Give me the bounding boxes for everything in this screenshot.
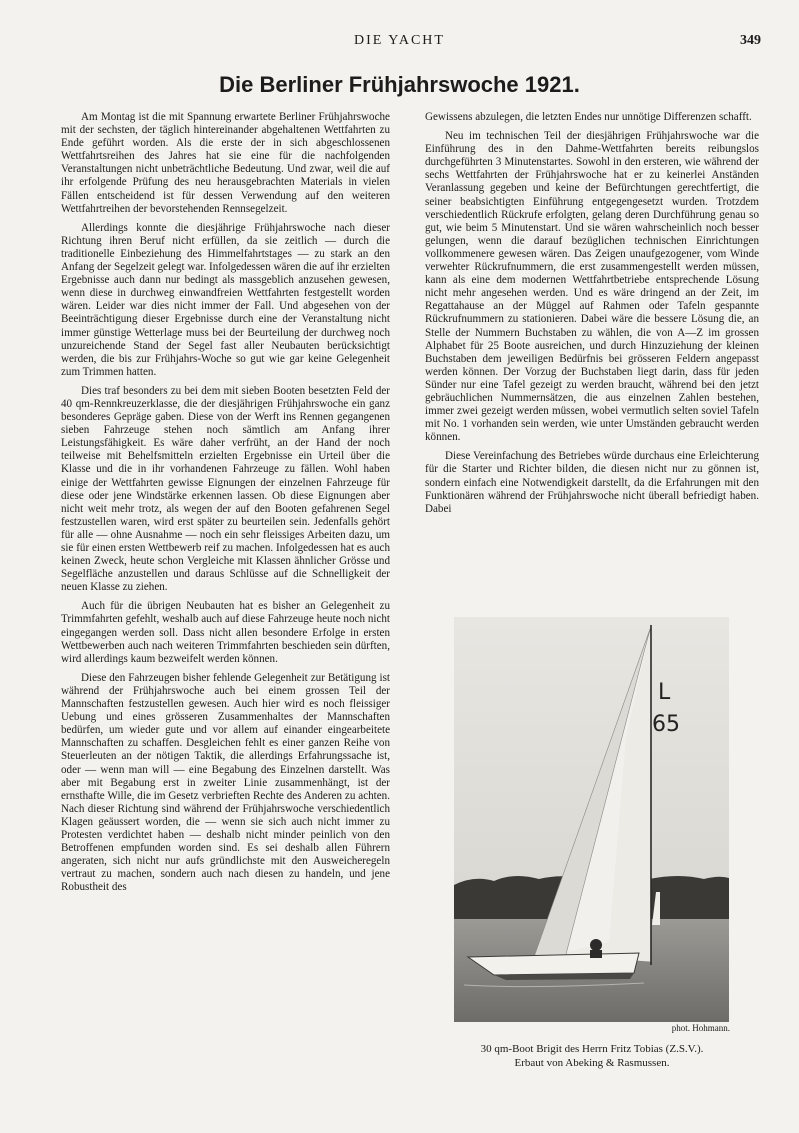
sail-number: 65 <box>652 712 680 737</box>
sailboat-illustration <box>454 617 729 1022</box>
caption-line: Erbaut von Abeking & Rasmussen. <box>514 1057 670 1069</box>
sailboat-photo <box>454 617 729 1022</box>
photo-credit: phot. Hohmann. <box>671 1023 730 1033</box>
article-title: Die Berliner Frühjahrswoche 1921. <box>219 72 580 97</box>
paragraph: Diese Vereinfachung des Betriebes würde durchaus eine Erleichterung für die Starter und Richter bilden, die diesen nicht nur zu gönnen ist, sondern einfach eine Notwendigkeit darstellt, da die Erfahrungen mit den Funktionären während der Frühjahrswoche nicht überall befriedigt haben. Dabei <box>425 450 759 515</box>
paragraph: Allerdings konnte die diesjährige Frühjahrswoche nach dieser Richtung ihren Beruf nicht erfüllen, da sie zeitlich — durch die traditionelle Einbeziehung des Himmelfahrtstages — zu stark an den Anfang der Segelzeit gelegt war. Infolgedessen wären die auf ihr erzielten Ergebnisse auch dann nur bedingt als massgeblich anzusehen gewesen, wenn diese in durchweg einwandfreien Wettfahrten festgestellt worden wären. Leider war dies nicht immer der Fall. Und abgesehen von der Beeinträchtigung dieser Ergebnisse durch eine der Veranstaltung nicht immer günstige Wetterlage muss bei der Beurteilung der durchweg noch unzureichende Stand der Segel fast aller Neubauten berücksichtigt werden, die bis zur Frühjahrs-Woche so gut wie gar keine Gelegenheit zum Trimmen hatten. <box>61 221 390 378</box>
crew-member <box>590 939 602 951</box>
figure-caption <box>425 1042 759 1070</box>
paragraph: Auch für die übrigen Neubauten hat es bisher an Gelegenheit zu Trimmfahrten gefehlt, weshalb auch auf diese Fahrzeuge heute noch nicht eingegangen werden soll. Dass nicht allen besondere Erfolge in ersten Wettbewerben auch nach weiteren Trimmfahrten beschieden sein dürften, wird allerdings kaum bezweifelt werden können. <box>61 600 390 665</box>
paragraph: Am Montag ist die mit Spannung erwartete Berliner Frühjahrswoche mit der sechsten, der täglich hintereinander abgehaltenen Wettfahrten zu Ende geführt worden. Als die erste der in sich abgeschlossenen Wettfahrtsreihen des Jahres hat sie eine für die nachfolgenden Veranstaltungen nicht unbeträchtliche Bedeutung. Und zwar, weil die auf ihr erfolgende Prüfung des neu herausgebrachten Materials in vielen Fällen entscheidend ist für dessen Verwendung auf den weiteren Wettfahrtreihen der bevorstehenden Rennsegelzeit. <box>61 111 390 215</box>
caption-line: 30 qm-Boot Brigit des Herrn Fritz Tobias (Z.S.V.). <box>480 1043 704 1055</box>
paragraph: Neu im technischen Teil der diesjährigen Frühjahrswoche war die Einführung des in den Dahme-Wettfahrten bereits reibungslos durchgeführten 3 Minutenstartes. Sowohl in den ersteren, wie während der sechs Wettfahrten der Frühjahrswoche hat er zu keinerlei Anständen Veranlassung gegeben und keine der Befürchtungen gerechtfertigt, die seiner beabsichtigten Einführung entgegengesetzt wurden. Trotzdem verschiedentlich Rückrufe erfolgten, gelang deren Durchführung genau so gut, wie beim 5 Minutenstart. Und sie wären wahrscheinlich noch besser gelungen, wenn die darauf bezüglichen technischen Einrichtungen vollkommenere gewesen wären. Das Zeigen unaufgezogener, vom Winde verwehter Rückrufnummern, die erst zusammengestellt werden müssen, kann als eine dem modernen Wettfahrtbetriebe entsprechende Lösung nicht mehr angesehen werden. Und es wäre dringend an der Zeit, im Regattahause an der Müggel auf Rahmen oder Tafeln gespannte Rückrufnummern zu stationieren. Dabei wäre die bessere Lösung die, an Stelle der Nummern Buchstaben zu wählen, die von A—Z im grossen Alphabet für 25 Boote ausreichen, und durch Hinzuziehung der kleinen Buchstaben dem jeweiligen Bedürfnis bei grösseren Feldern angepasst werden können. Der Vorzug der Buchstaben liegt darin, dass für jeden Sünder nur eine Tafel gezeigt zu werden braucht, während bei den jetzt gebräuchlichen Nummernsätzen, die aus einzelnen Zahlen bestehen, immer zwei gezeigt werden müssen, wobei vermutlich selten soviel Tafeln mit No. 1 vorhanden sein werden, wie unter Umständen gebraucht werden können. <box>425 130 759 444</box>
paragraph: Diese den Fahrzeugen bisher fehlende Gelegenheit zur Betätigung ist während der Frühjahrswoche auch bei einem grossen Teil der Mannschaften festzustellen gewesen. Auch hier wird es noch fleissiger Uebung und eines grösseren Zusammenhaltes der Mannschaften bedürfen, um wieder gute und vor allem auf einander eingearbeitete Mannschaften zu schaffen. Desgleichen fehlt es einer ganzen Reihe von Steuerleuten an der nötigen Taktik, die allerdings Erfahrungssache ist, oder — wenn man will — eine Begabung des Einzelnen darstellt. Was aber mit Begabung erst in zweiter Linie zusammenhängt, ist der ernsthafte Wille, die im Gesetz verbrieften Rechte des Anderen zu achten. Nach dieser Richtung sind während der Frühjahrswoche verschiedentlich Klagen geäussert worden, die — wenn sie sich auch nicht immer zu Protesten verdichtet haben — deshalb nicht minder peinlich von den Betroffenen empfunden worden sind. Es sei deshalb allen Führern angeraten, sich nicht nur aufs gründlichste mit den Ausweicheregeln vertraut zu machen, sondern auch nach diesen zu handeln, und jene Robustheit des <box>61 671 390 894</box>
running-header: DIE YACHT <box>354 33 445 48</box>
sail-letter: L <box>658 680 671 705</box>
crew-body <box>590 950 602 958</box>
hull <box>468 953 639 975</box>
left-column <box>61 111 390 1126</box>
page-number: 349 <box>740 33 761 48</box>
right-column <box>425 111 759 603</box>
paragraph: Dies traf besonders zu bei dem mit sieben Booten besetzten Feld der 40 qm-Rennkreuzerklasse, die der diesjährigen Frühjahrswoche ein ganz besonderes Gepräge gaben. Diese von der Werft ins Rennen gegangenen sieben Fahrzeuge stehen noch sämtlich am Anfang ihrer Leistungsfähigkeit. Es wäre daher verfrüht, an der Hand der noch teilweise mit Behelfsmitteln erzielten Ergebnisse ein Urteil über die Klasse und die in ihr vorhandenen Fahrzeuge zu fällen. Wohl haben einige der Wettfahrten gewisse Eignungen der einzelnen Fahrzeuge für diese oder jene Windstärke erkennen lassen. Ob diese Eignungen aber nicht weit mehr trotz, als wegen der auf den Booten gefahrenen Segel festzustellen waren, wird erst später zu beurteilen sein. Jedenfalls gehört für alle — ohne Ausnahme — noch ein sehr fleissiges Arbeiten dazu, um sie für einen ersten Wettbewerb reif zu machen. Infolgedessen hat es auch keinen Zweck, heute schon Vergleiche mit Klassen ähnlicher Grösse und Segelfläche anzustellen und daraus Schlüsse auf die Schnelligkeit der neuen Klasse zu ziehen. <box>61 384 390 594</box>
paragraph: Gewissens abzulegen, die letzten Endes nur unnötige Differenzen schafft. <box>425 111 752 123</box>
